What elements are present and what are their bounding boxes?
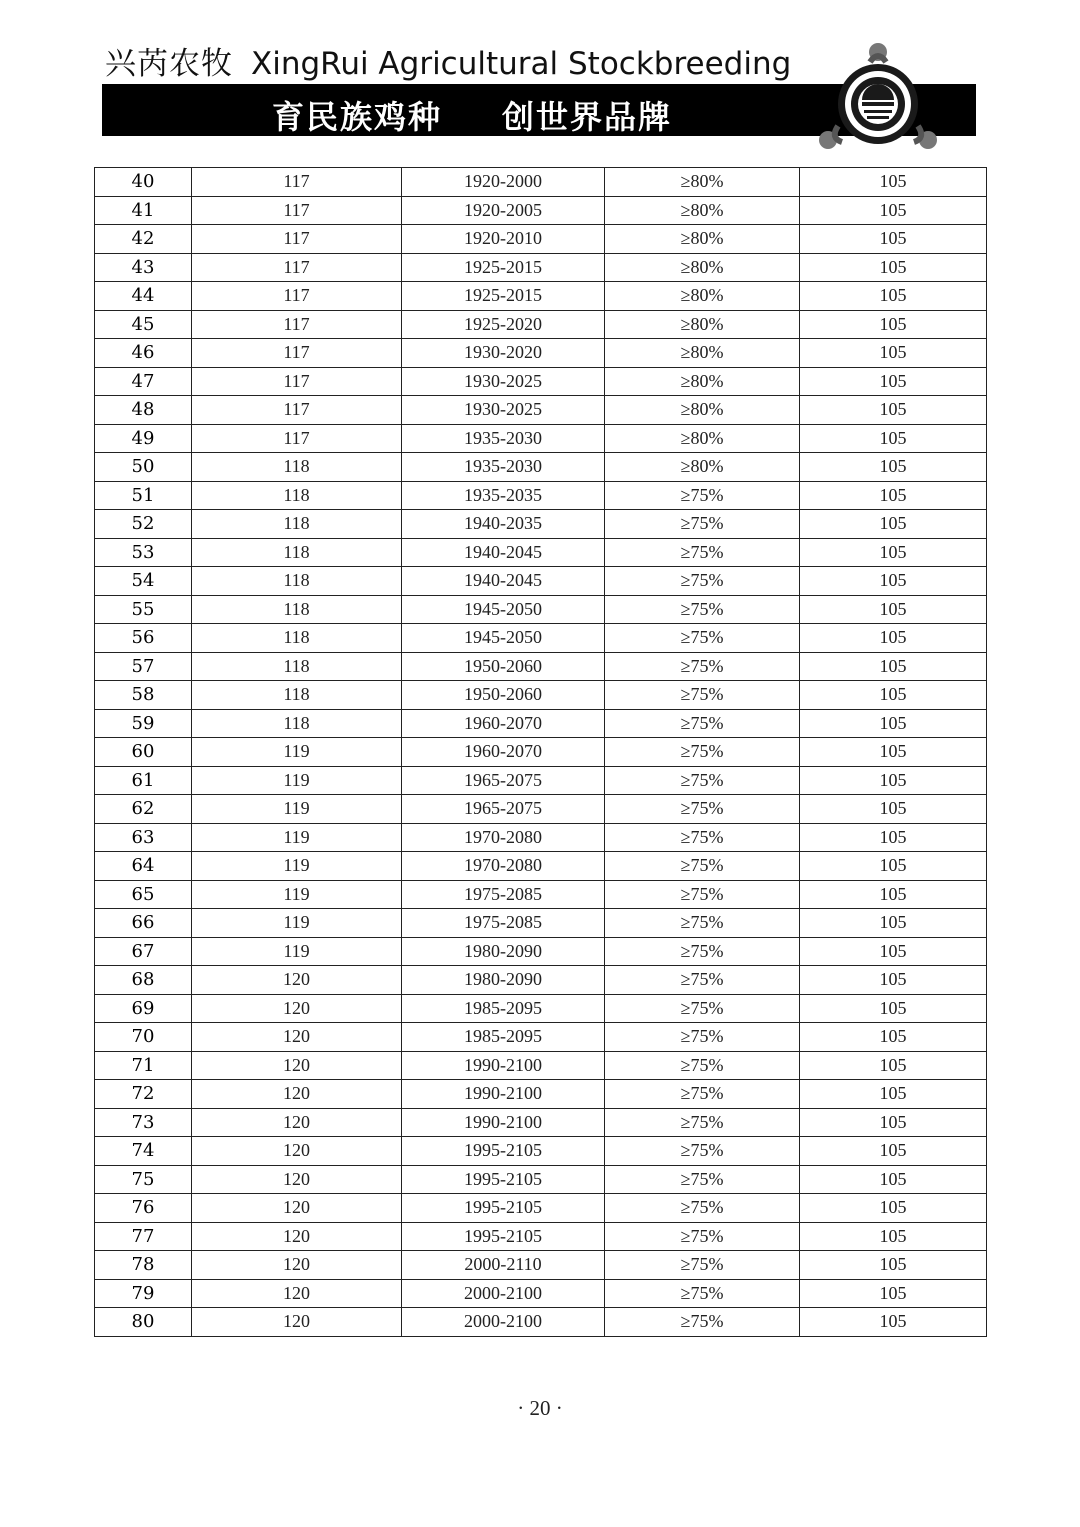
table-cell: ≥80%	[605, 196, 800, 225]
table-cell: ≥80%	[605, 339, 800, 368]
table-row	[95, 681, 987, 710]
table-cell: 105	[800, 1023, 987, 1052]
table-body	[95, 168, 987, 1337]
table-cell: 119	[192, 766, 402, 795]
table-cell: 105	[800, 225, 987, 254]
table-cell: 67	[95, 937, 192, 966]
table-cell: 49	[95, 424, 192, 453]
table-cell: ≥75%	[605, 1194, 800, 1223]
table-cell: ≥75%	[605, 823, 800, 852]
table-cell: 40	[95, 168, 192, 197]
table-cell: 118	[192, 538, 402, 567]
slogan-right: 创世界品牌	[502, 98, 673, 136]
table-cell: 105	[800, 1137, 987, 1166]
table-row	[95, 909, 987, 938]
table-cell: 56	[95, 624, 192, 653]
table-cell: 1950-2060	[402, 652, 605, 681]
table-cell: 73	[95, 1108, 192, 1137]
table-cell: 1940-2045	[402, 567, 605, 596]
table-cell: 105	[800, 795, 987, 824]
table-cell: 1940-2035	[402, 510, 605, 539]
table-cell: ≥75%	[605, 994, 800, 1023]
table-cell: ≥75%	[605, 595, 800, 624]
table-row	[95, 652, 987, 681]
table-cell: 47	[95, 367, 192, 396]
table-cell: 105	[800, 966, 987, 995]
table-cell: 105	[800, 766, 987, 795]
table-cell: ≥75%	[605, 510, 800, 539]
table-row	[95, 880, 987, 909]
table-cell: 119	[192, 852, 402, 881]
table-cell: 118	[192, 510, 402, 539]
table-cell: ≥75%	[605, 1308, 800, 1337]
table-cell: 105	[800, 823, 987, 852]
table-cell: 1980-2090	[402, 966, 605, 995]
table-row	[95, 367, 987, 396]
table-cell: 45	[95, 310, 192, 339]
table-cell: 105	[800, 453, 987, 482]
table-cell: ≥75%	[605, 538, 800, 567]
table-row	[95, 1080, 987, 1109]
table-cell: 2000-2100	[402, 1279, 605, 1308]
table-cell: ≥80%	[605, 453, 800, 482]
table-cell: 1985-2095	[402, 1023, 605, 1052]
company-name-cn: 兴芮农牧	[105, 46, 233, 82]
table-row	[95, 1023, 987, 1052]
table-cell: 1995-2105	[402, 1137, 605, 1166]
table-cell: 120	[192, 1251, 402, 1280]
table-cell: ≥75%	[605, 1137, 800, 1166]
table-cell: 105	[800, 652, 987, 681]
table-cell: 117	[192, 424, 402, 453]
table-cell: 1995-2105	[402, 1194, 605, 1223]
table-row	[95, 168, 987, 197]
table-cell: 118	[192, 567, 402, 596]
table-cell: 120	[192, 1023, 402, 1052]
table-cell: 119	[192, 937, 402, 966]
table-cell: 105	[800, 339, 987, 368]
table-cell: 58	[95, 681, 192, 710]
table-cell: 61	[95, 766, 192, 795]
table-cell: 120	[192, 1308, 402, 1337]
table-cell: 105	[800, 1194, 987, 1223]
table-cell: 105	[800, 367, 987, 396]
table-cell: 120	[192, 1137, 402, 1166]
table-cell: 105	[800, 595, 987, 624]
table-row	[95, 567, 987, 596]
table-cell: ≥80%	[605, 310, 800, 339]
table-cell: 118	[192, 481, 402, 510]
table-cell: 105	[800, 510, 987, 539]
table-cell: 1945-2050	[402, 595, 605, 624]
table-cell: 1945-2050	[402, 624, 605, 653]
table-cell: 119	[192, 823, 402, 852]
table-row	[95, 1279, 987, 1308]
table-cell: 118	[192, 709, 402, 738]
table-cell: 118	[192, 453, 402, 482]
table-row	[95, 510, 987, 539]
table-cell: ≥75%	[605, 624, 800, 653]
table-cell: ≥75%	[605, 880, 800, 909]
table-cell: 1990-2100	[402, 1108, 605, 1137]
table-cell: 1985-2095	[402, 994, 605, 1023]
table-row	[95, 310, 987, 339]
table-cell: 105	[800, 994, 987, 1023]
table-row	[95, 994, 987, 1023]
table-cell: 76	[95, 1194, 192, 1223]
table-cell: 62	[95, 795, 192, 824]
table-row	[95, 1108, 987, 1137]
table-cell: 120	[192, 1051, 402, 1080]
table-cell: 48	[95, 396, 192, 425]
table-cell: 1995-2105	[402, 1165, 605, 1194]
table-cell: 77	[95, 1222, 192, 1251]
table-row	[95, 1051, 987, 1080]
table-row	[95, 1251, 987, 1280]
table-cell: 105	[800, 738, 987, 767]
table-cell: 117	[192, 282, 402, 311]
table-row	[95, 1165, 987, 1194]
table-cell: ≥75%	[605, 852, 800, 881]
table-cell: 105	[800, 1108, 987, 1137]
table-cell: 2000-2100	[402, 1308, 605, 1337]
table-cell: ≥80%	[605, 282, 800, 311]
table-cell: 118	[192, 595, 402, 624]
table-cell: 105	[800, 424, 987, 453]
table-cell: 1975-2085	[402, 880, 605, 909]
table-row	[95, 1194, 987, 1223]
table-cell: 1935-2030	[402, 453, 605, 482]
table-row	[95, 481, 987, 510]
table-row	[95, 766, 987, 795]
table-cell: 42	[95, 225, 192, 254]
table-cell: 70	[95, 1023, 192, 1052]
table-cell: 79	[95, 1279, 192, 1308]
table-cell: ≥75%	[605, 937, 800, 966]
table-cell: ≥75%	[605, 481, 800, 510]
table-cell: 65	[95, 880, 192, 909]
table-cell: 54	[95, 567, 192, 596]
table-cell: ≥75%	[605, 681, 800, 710]
table-row	[95, 937, 987, 966]
table-cell: 1990-2100	[402, 1051, 605, 1080]
slogan-left: 育民族鸡种	[272, 98, 443, 136]
table-cell: 119	[192, 909, 402, 938]
table-cell: 69	[95, 994, 192, 1023]
table-cell: 55	[95, 595, 192, 624]
table-cell: 41	[95, 196, 192, 225]
table-cell: 1970-2080	[402, 823, 605, 852]
table-cell: 1925-2015	[402, 253, 605, 282]
table-cell: 105	[800, 538, 987, 567]
table-row	[95, 453, 987, 482]
table-cell: 1925-2015	[402, 282, 605, 311]
table-cell: 105	[800, 1222, 987, 1251]
table-row	[95, 795, 987, 824]
table-cell: ≥75%	[605, 709, 800, 738]
table-cell: 1995-2105	[402, 1222, 605, 1251]
table-cell: ≥75%	[605, 567, 800, 596]
table-cell: 63	[95, 823, 192, 852]
table-cell: ≥75%	[605, 652, 800, 681]
table-row	[95, 852, 987, 881]
table-cell: ≥75%	[605, 1051, 800, 1080]
page-number: · 20 ·	[517, 1396, 563, 1420]
table-cell: 105	[800, 310, 987, 339]
table-cell: ≥80%	[605, 225, 800, 254]
table-row	[95, 738, 987, 767]
table-cell: 118	[192, 624, 402, 653]
table-row	[95, 225, 987, 254]
table-cell: ≥80%	[605, 253, 800, 282]
table-cell: 1935-2035	[402, 481, 605, 510]
table-row	[95, 282, 987, 311]
table-cell: 46	[95, 339, 192, 368]
table-cell: 119	[192, 738, 402, 767]
table-cell: 105	[800, 624, 987, 653]
table-cell: 66	[95, 909, 192, 938]
table-cell: 105	[800, 396, 987, 425]
table-cell: ≥80%	[605, 424, 800, 453]
table-cell: 1950-2060	[402, 681, 605, 710]
table-cell: 78	[95, 1251, 192, 1280]
table-cell: 117	[192, 396, 402, 425]
table-cell: ≥75%	[605, 795, 800, 824]
table-cell: 1975-2085	[402, 909, 605, 938]
table-cell: 57	[95, 652, 192, 681]
table-cell: ≥80%	[605, 396, 800, 425]
table-cell: 1920-2010	[402, 225, 605, 254]
table-cell: 118	[192, 652, 402, 681]
table-cell: 105	[800, 937, 987, 966]
table-cell: 1970-2080	[402, 852, 605, 881]
table-row	[95, 424, 987, 453]
table-cell: 105	[800, 909, 987, 938]
table-cell: 105	[800, 253, 987, 282]
table-cell: 105	[800, 1051, 987, 1080]
table-row	[95, 1222, 987, 1251]
table-cell: 1920-2000	[402, 168, 605, 197]
table-cell: 1980-2090	[402, 937, 605, 966]
table-cell: 120	[192, 994, 402, 1023]
table-cell: 105	[800, 1279, 987, 1308]
table-cell: 1925-2020	[402, 310, 605, 339]
table-cell: 1930-2025	[402, 367, 605, 396]
table-cell: 117	[192, 253, 402, 282]
table-cell: 117	[192, 367, 402, 396]
table-cell: 72	[95, 1080, 192, 1109]
table-cell: 105	[800, 168, 987, 197]
table-row	[95, 966, 987, 995]
table-cell: 1920-2005	[402, 196, 605, 225]
table-cell: ≥75%	[605, 1222, 800, 1251]
table-cell: 105	[800, 852, 987, 881]
table-row	[95, 538, 987, 567]
table-cell: 117	[192, 196, 402, 225]
table-cell: 120	[192, 1222, 402, 1251]
table-cell: 119	[192, 795, 402, 824]
table-row	[95, 1308, 987, 1337]
table-cell: 53	[95, 538, 192, 567]
table-cell: 74	[95, 1137, 192, 1166]
table-cell: 105	[800, 567, 987, 596]
table-row	[95, 823, 987, 852]
table-cell: 59	[95, 709, 192, 738]
table-cell: 117	[192, 339, 402, 368]
table-cell: 105	[800, 709, 987, 738]
table-cell: ≥75%	[605, 909, 800, 938]
table-cell: 120	[192, 966, 402, 995]
table-cell: 105	[800, 282, 987, 311]
table-cell: 105	[800, 1308, 987, 1337]
table-cell: ≥75%	[605, 966, 800, 995]
table-row	[95, 196, 987, 225]
table-cell: ≥75%	[605, 1279, 800, 1308]
table-row	[95, 595, 987, 624]
table-cell: 71	[95, 1051, 192, 1080]
table-cell: ≥75%	[605, 1108, 800, 1137]
table-cell: 50	[95, 453, 192, 482]
table-row	[95, 396, 987, 425]
table-cell: 2000-2110	[402, 1251, 605, 1280]
table-row	[95, 1137, 987, 1166]
table-cell: 1960-2070	[402, 738, 605, 767]
table-cell: 75	[95, 1165, 192, 1194]
table-row	[95, 709, 987, 738]
header-title	[105, 38, 791, 83]
table-cell: 105	[800, 681, 987, 710]
table-cell: 52	[95, 510, 192, 539]
table-cell: 120	[192, 1080, 402, 1109]
table-cell: 1930-2025	[402, 396, 605, 425]
table-cell: ≥75%	[605, 766, 800, 795]
table-cell: 44	[95, 282, 192, 311]
table-cell: 1965-2075	[402, 795, 605, 824]
table-cell: 1930-2020	[402, 339, 605, 368]
table-cell: 60	[95, 738, 192, 767]
incubation-table	[94, 167, 986, 1337]
table-cell: 68	[95, 966, 192, 995]
table-cell: 119	[192, 880, 402, 909]
table-cell: 117	[192, 168, 402, 197]
table-cell: ≥75%	[605, 1251, 800, 1280]
table-cell: 105	[800, 196, 987, 225]
table-row	[95, 253, 987, 282]
table-cell: 120	[192, 1108, 402, 1137]
table-cell: 120	[192, 1165, 402, 1194]
table-cell: 120	[192, 1194, 402, 1223]
table-cell: 1940-2045	[402, 538, 605, 567]
table-cell: ≥80%	[605, 367, 800, 396]
company-name-en: XingRui Agricultural Stockbreeding	[251, 46, 792, 82]
table-row	[95, 339, 987, 368]
table-cell: 80	[95, 1308, 192, 1337]
table-cell: 118	[192, 681, 402, 710]
table-row	[95, 624, 987, 653]
xingrui-logo-icon	[812, 42, 944, 166]
table-cell: ≥75%	[605, 738, 800, 767]
table-cell: ≥75%	[605, 1080, 800, 1109]
table-cell: 105	[800, 1165, 987, 1194]
table-cell: 105	[800, 1251, 987, 1280]
table-cell: ≥75%	[605, 1165, 800, 1194]
table-cell: 1960-2070	[402, 709, 605, 738]
table-cell: 1965-2075	[402, 766, 605, 795]
table-cell: 64	[95, 852, 192, 881]
table-cell: 117	[192, 225, 402, 254]
table-cell: 117	[192, 310, 402, 339]
table-cell: 105	[800, 481, 987, 510]
table-cell: ≥80%	[605, 168, 800, 197]
table-cell: ≥75%	[605, 1023, 800, 1052]
table-cell: 120	[192, 1279, 402, 1308]
table-cell: 105	[800, 1080, 987, 1109]
table-cell: 1935-2030	[402, 424, 605, 453]
table-cell: 43	[95, 253, 192, 282]
table-cell: 51	[95, 481, 192, 510]
table-cell: 105	[800, 880, 987, 909]
table-cell: 1990-2100	[402, 1080, 605, 1109]
